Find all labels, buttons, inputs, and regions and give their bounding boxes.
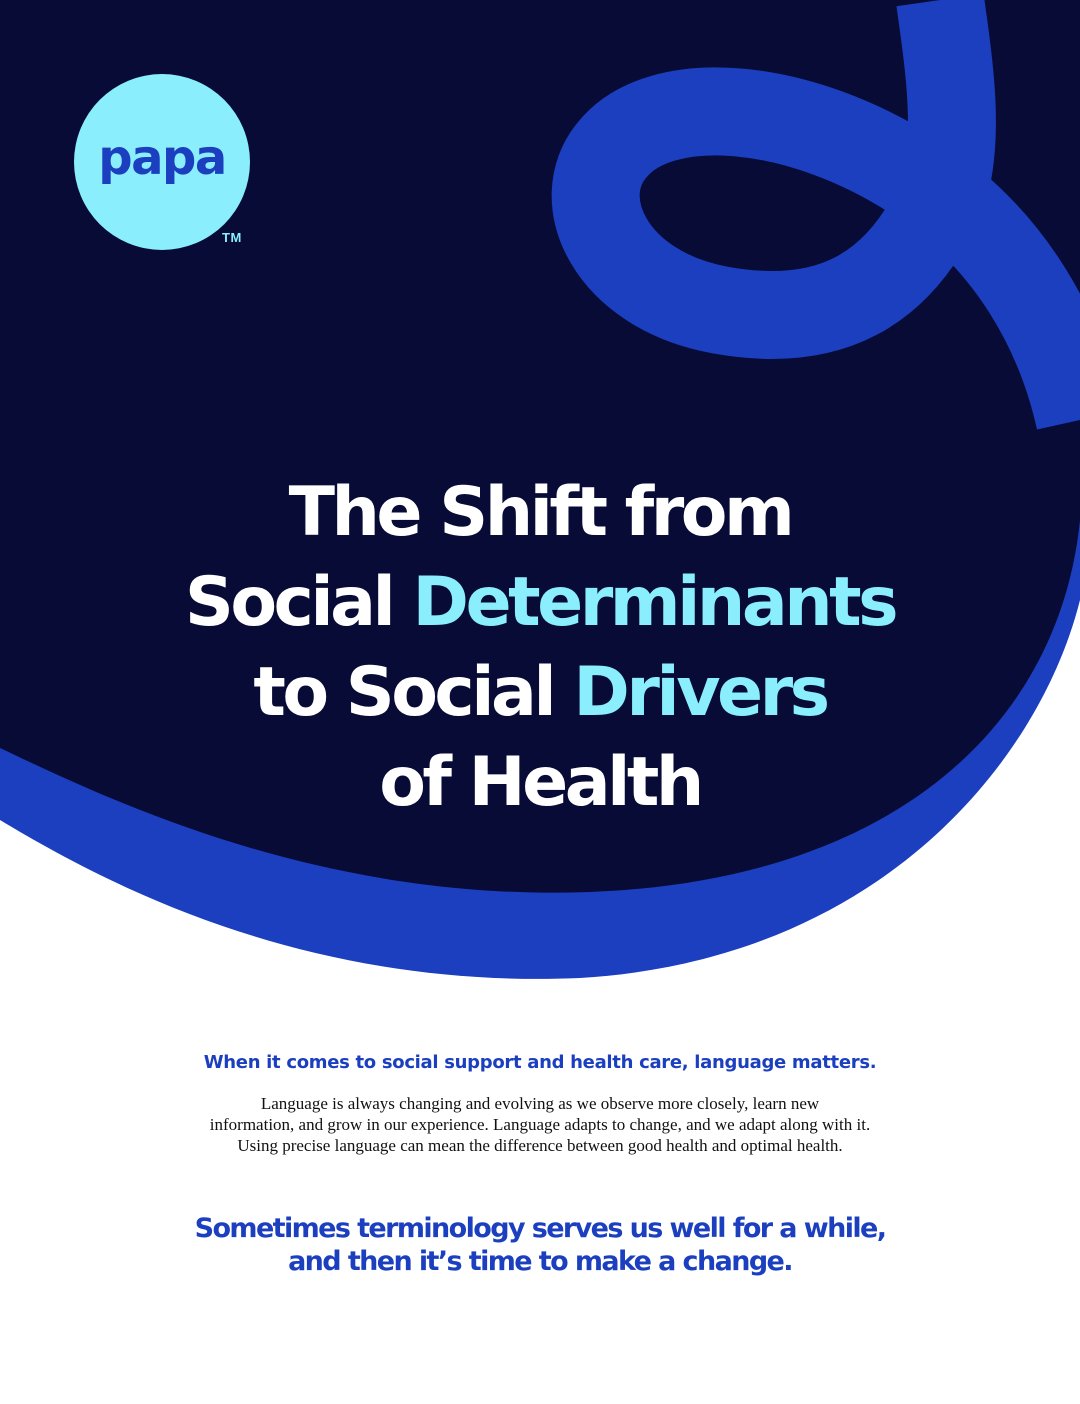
intro-heading: When it comes to social support and health care, language matters.	[203, 1052, 877, 1073]
intro-paragraph	[150, 1093, 930, 1156]
title-line-4: of Health	[379, 743, 701, 822]
page-title	[0, 468, 1080, 828]
trademark-symbol: TM	[222, 230, 242, 245]
callout-line: and then it’s time to make a change.	[288, 1246, 792, 1277]
title-line-1: The Shift from	[288, 473, 792, 552]
logo-wordmark: papa	[98, 130, 226, 186]
callout-statement	[0, 1212, 1080, 1278]
title-line-2-start: Social	[184, 563, 413, 642]
intro-paragraph-line: Using precise language can mean the difference between good health and optimal health.	[237, 1136, 843, 1155]
callout-line: Sometimes terminology serves us well for a while,	[194, 1213, 886, 1244]
papa-logo	[74, 74, 250, 250]
title-highlight-determinants: Determinants	[412, 563, 896, 642]
title-line-3-start: to Social	[253, 653, 574, 732]
title-highlight-drivers: Drivers	[573, 653, 827, 732]
intro-paragraph-line: information, and grow in our experience. Language adapts to change, and we adapt along with it.	[209, 1115, 871, 1134]
intro-paragraph-line: Language is always changing and evolving as we observe more closely, learn new	[260, 1094, 820, 1113]
